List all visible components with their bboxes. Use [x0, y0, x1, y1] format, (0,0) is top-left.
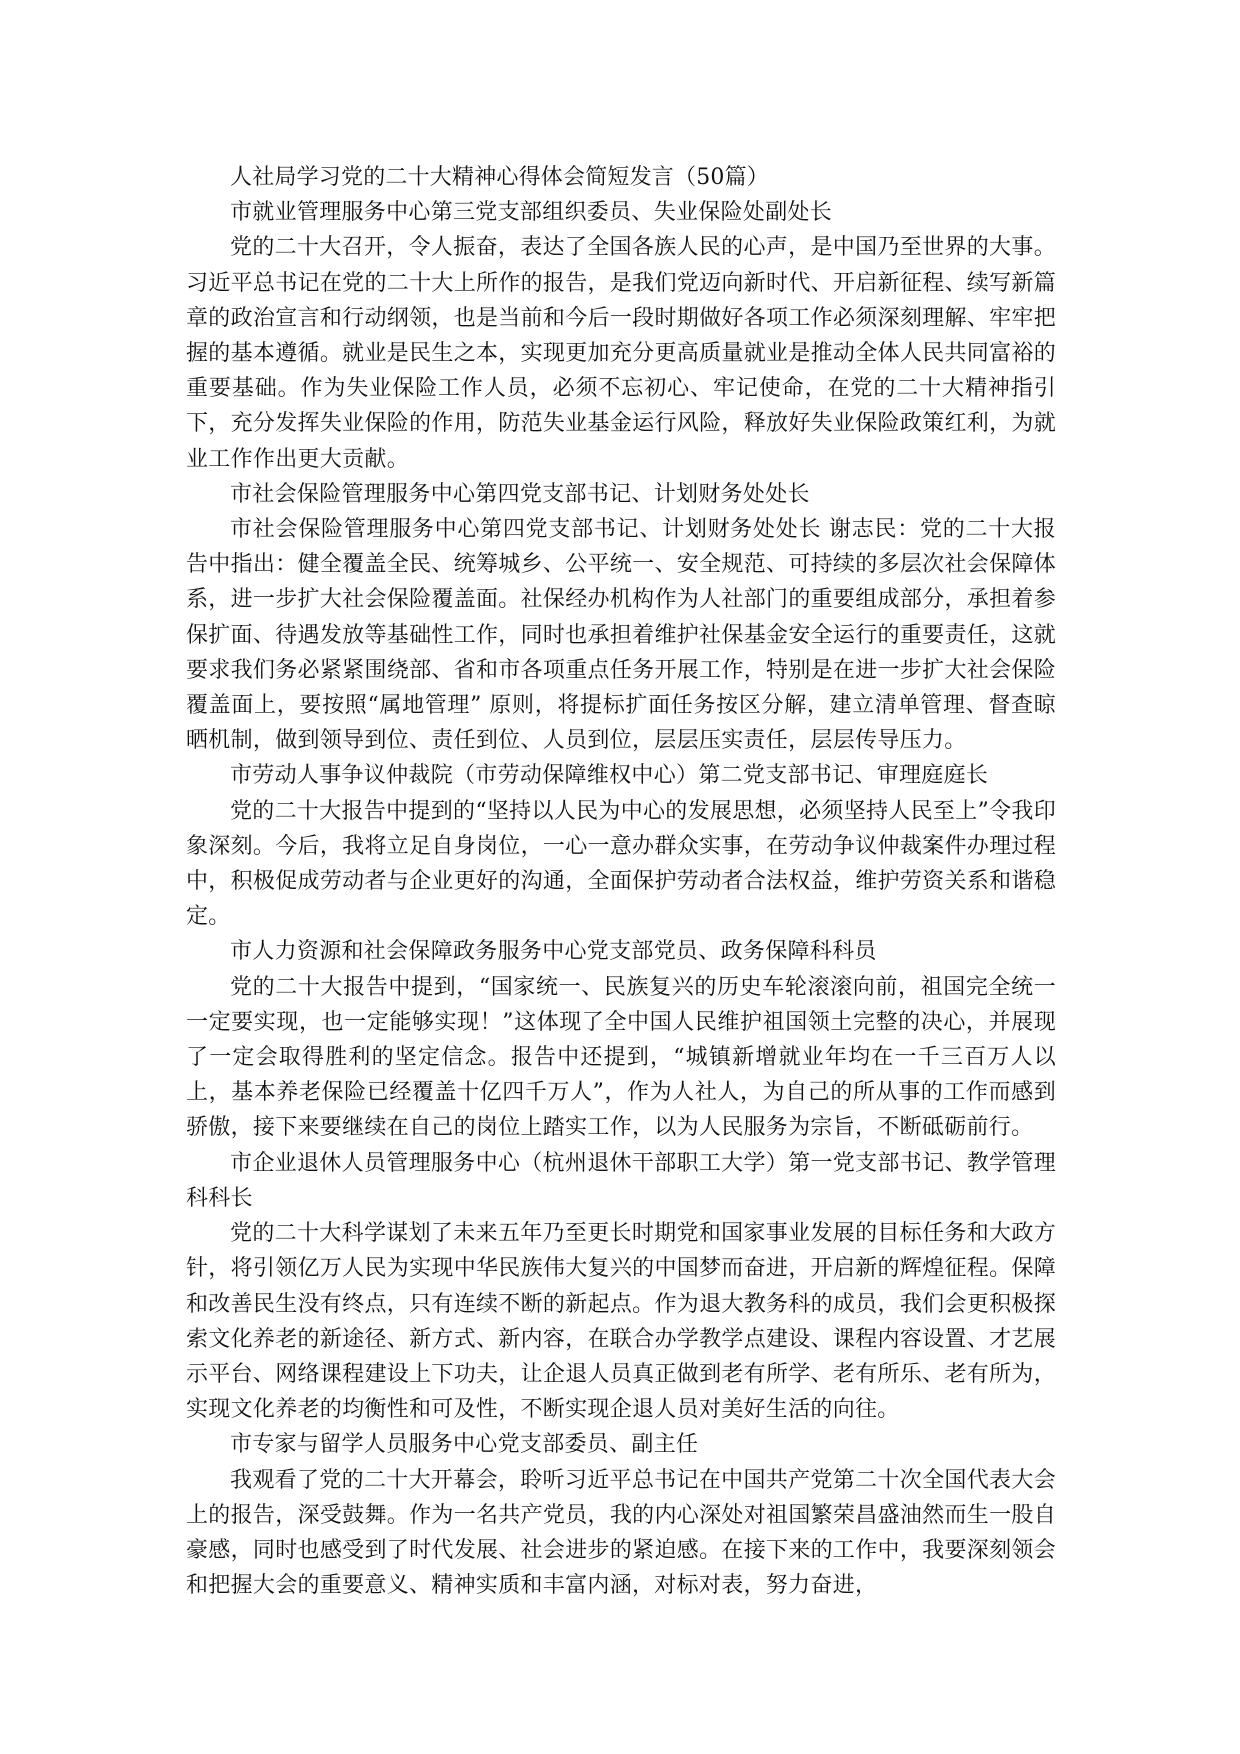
- section-heading: 市社会保险管理服务中心第四党支部书记、计划财务处处长: [230, 481, 810, 507]
- section-heading: 市专家与留学人员服务中心党支部委员、副主任: [230, 1432, 699, 1458]
- document-body: [186, 160, 1056, 1603]
- section-heading: 市人力资源和社会保障政务服务中心党支部党员、政务保障科科员: [230, 939, 877, 965]
- body-paragraph: 市社会保险管理服务中心第四党支部书记、计划财务处处长 谢志民：党的二十大报告中指出：健全覆盖全民、统筹城乡、公平统一、安全规范、可持续的多层次社会保障体系，进一步扩大社会保险覆盖面。社保经办机构作为人社部门的重要组成部分，承担着参保扩面、待遇发放等基础性工作，同时也承担着维护社保基金安全运行的重要责任，这就要求我们务必紧紧围绕部、省和市各项重点任务开展工作，特别是在进一步扩大社会保险覆盖面上，要按照“属地管理” 原则，将提标扩面任务按区分解，建立清单管理、督查晾晒机制，做到领导到位、责任到位、人员到位，层层压实责任，层层传导压力。: [186, 517, 1056, 754]
- body-paragraph: 党的二十大召开，令人振奋，表达了全国各族人民的心声，是中国乃至世界的大事。习近平总书记在党的二十大上所作的报告，是我们党迈向新时代、开启新征程、续写新篇章的政治宣言和行动纲领，也是当前和今后一段时期做好各项工作必须深刻理解、牢牢把握的基本遵循。就业是民生之本，实现更加充分更高质量就业是推动全体人民共同富裕的重要基础。作为失业保险工作人员，必须不忘初心、牢记使命，在党的二十大精神指引下，充分发挥失业保险的作用，防范失业基金运行风险，释放好失业保险政策红利，为就业工作作出更大贡献。: [186, 235, 1056, 472]
- section-heading: 市企业退休人员管理服务中心（杭州退休干部职工大学）第一党支部书记、教学管理科科长: [186, 1150, 1056, 1211]
- body-paragraph: 我观看了党的二十大开幕会，聆听习近平总书记在中国共产党第二十次全国代表大会上的报告，深受鼓舞。作为一名共产党员，我的内心深处对祖国繁荣昌盛油然而生一股自豪感，同时也感受到了时代发展、社会进步的紧迫感。在接下来的工作中，我要深刻领会和把握大会的重要意义、精神实质和丰富内涵，对标对表，努力奋进，: [186, 1467, 1056, 1599]
- document-title: 人社局学习党的二十大精神心得体会简短发言（50篇）: [230, 165, 769, 190]
- section-heading: 市劳动人事争议仲裁院（市劳动保障维权中心）第二党支部书记、审理庭庭长: [230, 763, 989, 789]
- body-paragraph: 党的二十大科学谋划了未来五年乃至更长时期党和国家事业发展的目标任务和大政方针，将引领亿万人民为实现中华民族伟大复兴的中国梦而奋进，开启新的辉煌征程。保障和改善民生没有终点，只有连续不断的新起点。作为退大教务科的成员，我们会更积极探索文化养老的新途径、新方式、新内容，在联合办学教学点建设、课程内容设置、才艺展示平台、网络课程建设上下功夫，让企退人员真正做到老有所学、老有所乐、老有所为，实现文化养老的均衡性和可及性，不断实现企退人员对美好生活的向往。: [186, 1221, 1056, 1423]
- section-heading: 市就业管理服务中心第三党支部组织委员、失业保险处副处长: [230, 200, 833, 226]
- body-paragraph: 党的二十大报告中提到的“坚持以人民为中心的发展思想，必须坚持人民至上”令我印象深刻。今后，我将立足自身岗位，一心一意办群众实事，在劳动争议仲裁案件办理过程中，积极促成劳动者与企业更好的沟通，全面保护劳动者合法权益，维护劳资关系和谐稳定。: [186, 798, 1056, 930]
- body-paragraph: 党的二十大报告中提到，“国家统一、民族复兴的历史车轮滚滚向前，祖国完全统一一定要实现，也一定能够实现！”这体现了全中国人民维护祖国领土完整的决心，并展现了一定会取得胜利的坚定信念。报告中还提到，“城镇新增就业年均在一千三百万人以上，基本养老保险已经覆盖十亿四千万人”，作为人社人，为自己的所从事的工作而感到骄傲，接下来要继续在自己的岗位上踏实工作，以为人民服务为宗旨，不断砥砺前行。: [186, 974, 1056, 1141]
